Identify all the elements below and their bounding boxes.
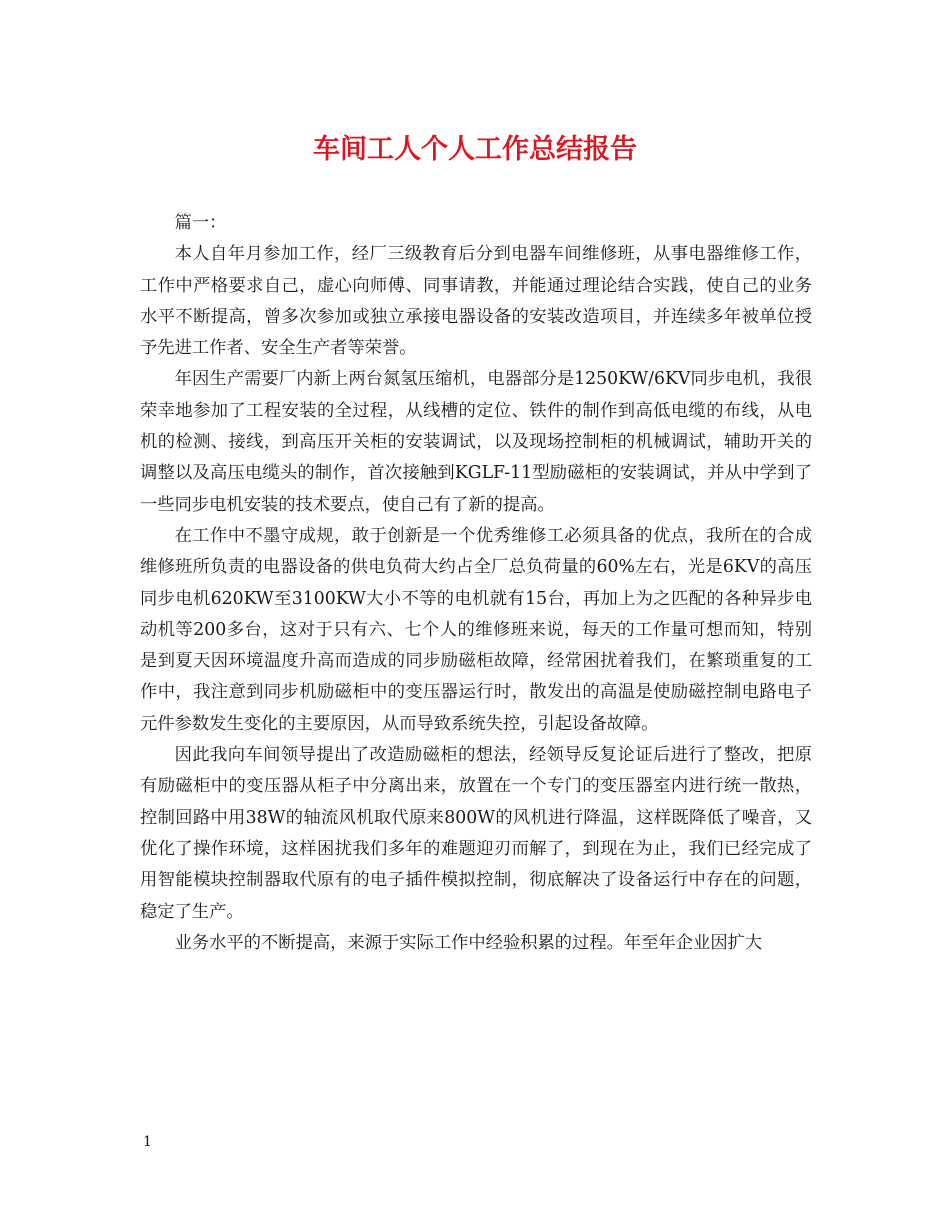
- document-title: 车间工人个人工作总结报告: [313, 134, 637, 165]
- document-body: [140, 208, 812, 959]
- paragraph-1: 本人自年月参加工作，经厂三级教育后分到电器车间维修班，从事电器维修工作，工作中严格要求自己，虚心向师傅、同事请教，并能通过理论结合实践，使自己的业务水平不断提高，曾多次参加或独立承接电器设备的安装改造项目，并连续多年被单位授予先进工作者、安全生产者等荣誉。: [140, 244, 812, 359]
- paragraph-5: 业务水平的不断提高，来源于实际工作中经验积累的过程。年至年企业因扩大: [174, 932, 763, 953]
- paragraph-2: 年因生产需要厂内新上两台氮氢压缩机，电器部分是1250KW/6KV同步电机，我很荣幸地参加了工程安装的全过程，从线槽的定位、铁件的制作到高低电缆的布线，从电机的检测、接线，到高压开关柜的安装调试，以及现场控制柜的机械调试，辅助开关的调整以及高压电缆头的制作，首次接触到KGLF-11型励磁柜的安装调试，并从中学到了一些同步电机安装的技术要点，使自己有了新的提高。: [140, 369, 812, 515]
- paragraph-3: 在工作中不墨守成规，敢于创新是一个优秀维修工必须具备的优点，我所在的合成维修班所负责的电器设备的供电负荷大约占全厂总负荷量的60%左右，光是6KV的高压同步电机620KW至3100KW大小不等的电机就有15台，再加上为之匹配的各种异步电动机等200多台，这对于只有六、七个人的维修班来说，每天的工作量可想而知，特别是到夏天因环境温度升高而造成的同步励磁柜故障，经常困扰着我们，在繁琐重复的工作中，我注意到同步机励磁柜中的变压器运行时，散发出的高温是使励磁控制电路电子元件参数发生变化的主要原因，从而导致系统失控，引起设备故障。: [140, 525, 812, 734]
- paragraph-4: 因此我向车间领导提出了改造励磁柜的想法，经领导反复论证后进行了整改，把原有励磁柜中的变压器从柜子中分离出来，放置在一个专门的变压器室内进行统一散热，控制回路中用38W的轴流风机取代原来800W的风机进行降温，这样既降低了噪音，又优化了操作环境，这样困扰我们多年的难题迎刃而解了，到现在为止，我们已经完成了用智能模块控制器取代原有的电子插件模拟控制，彻底解决了设备运行中存在的问题，稳定了生产。: [140, 745, 812, 922]
- section-label: 篇一：: [174, 213, 227, 233]
- page-number: 1: [143, 1134, 152, 1150]
